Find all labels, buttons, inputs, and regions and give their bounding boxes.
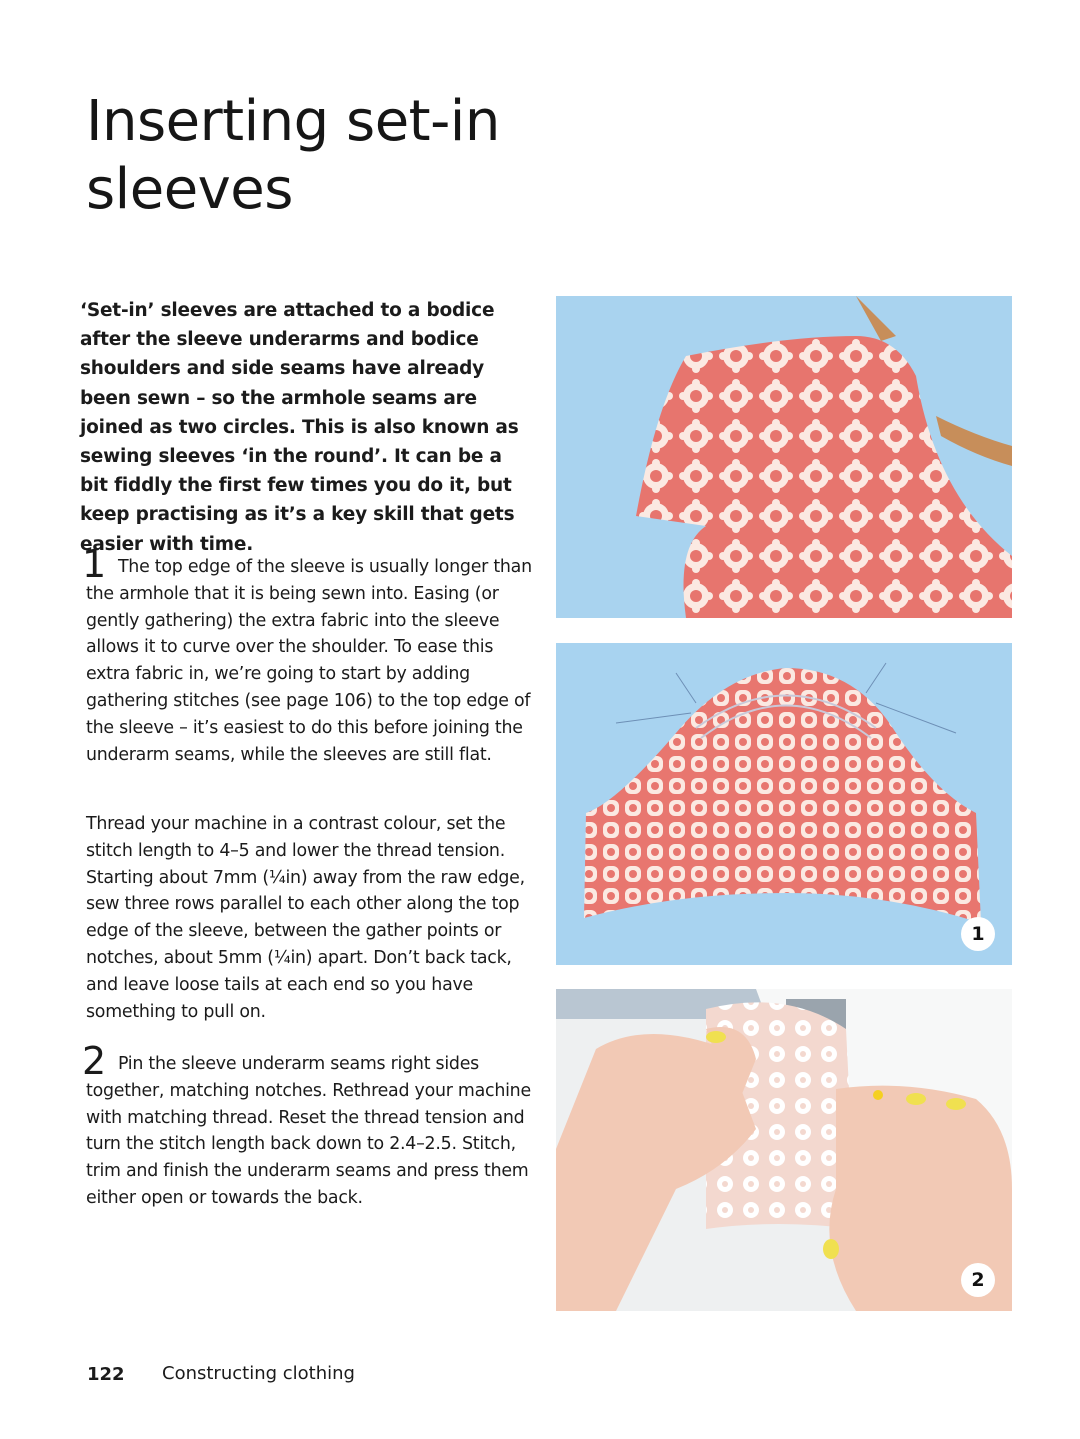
footer-page-number: 122 (87, 1364, 125, 1385)
page-title: Inserting set-in sleeves (86, 89, 500, 222)
step-1-paragraph-1 (82, 542, 532, 768)
step-1-paragraph-2: Thread your machine in a contrast colour, set the stitch length to 4–5 and lower the thread tension. Starting about 7mm (¼in) away from the raw edge, sew three rows parallel to each other along the top edge of the sleeve, between the gather points or notches, about 5mm (¼in) apart. Don’t back tack, and leave loose tails at each end so you have something to pull on. (86, 814, 525, 1022)
step-2-paragraph (82, 1039, 532, 1212)
photo-flat-sleeve (556, 643, 1012, 965)
photo-sewing-machine-hands (556, 989, 1012, 1311)
step-number: 2 (82, 1039, 106, 1083)
intro-paragraph: ‘Set-in’ sleeves are attached to a bodice after the sleeve underarms and bodice shoulders and side seams have already been sewn – so the armhole seams are joined as two circles. This is also known as sewing sleeves ‘in the round’. It can be a bit fiddly the first few times you do it, but keep practising as it’s a key skill that gets easier with time. (80, 300, 519, 555)
step-number: 1 (82, 542, 106, 586)
photo-bodice-on-hanger (556, 296, 1012, 618)
step-text: Pin the sleeve underarm seams right sides together, matching notches. Rethread your machine with matching thread. Reset the thread tension and turn the stitch length back down to 2.4–2.5. Stitch, trim and finish the underarm seams and press them either open or towards the back. (86, 1054, 531, 1208)
footer-section-title: Constructing clothing (162, 1363, 355, 1384)
photo-badge-1: 1 (961, 917, 995, 951)
step-text: The top edge of the sleeve is usually longer than the armhole that it is being sewn into. Easing (or gently gathering) the extra fabric into the sleeve allows it to curve over the shoulder. To ease this extra fabric in, we’re going to start by adding gathering stitches (see page 106) to the top edge of the sleeve – it’s easiest to do this before joining the underarm seams, while the sleeves are still flat. (86, 557, 532, 765)
photo-badge-2: 2 (961, 1263, 995, 1297)
